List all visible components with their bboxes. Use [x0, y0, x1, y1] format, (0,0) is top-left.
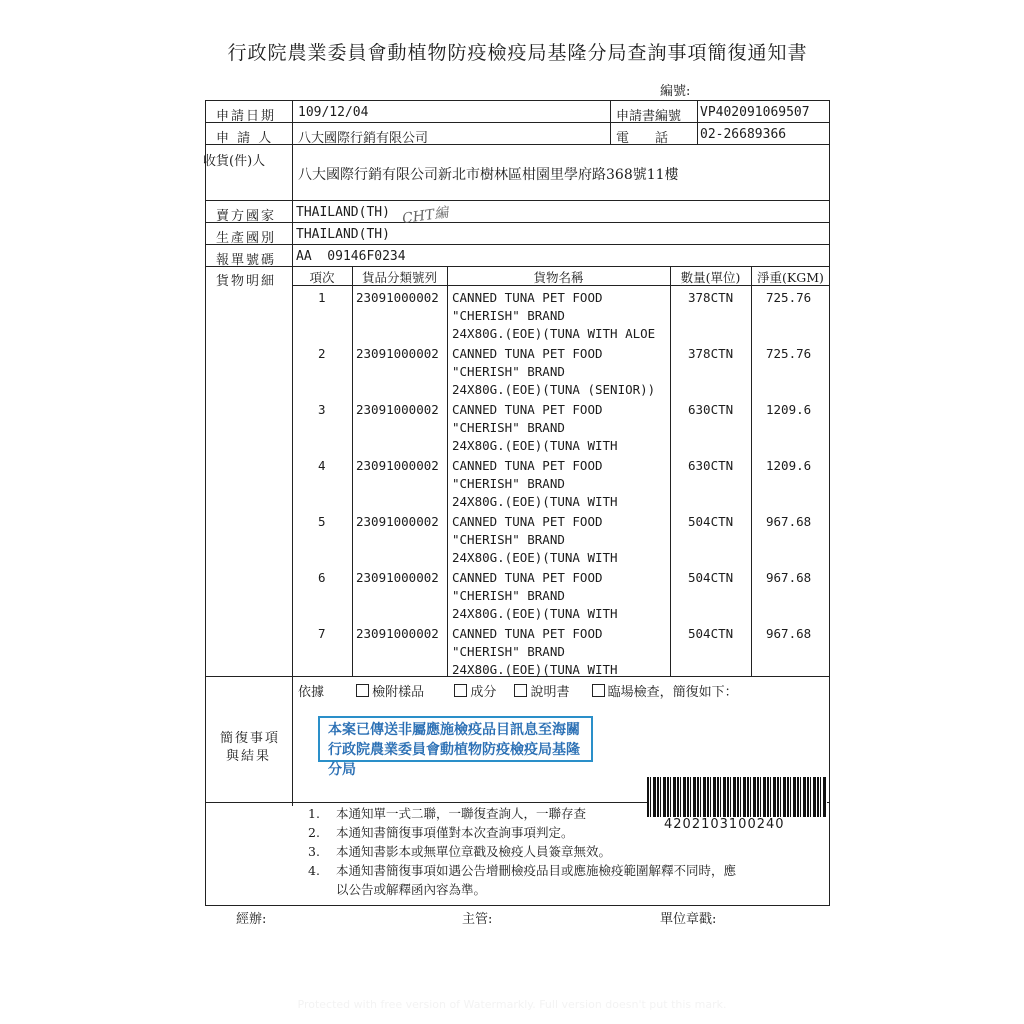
- document-title: 行政院農業委員會動植物防疫檢疫局基隆分局查詢事項簡復通知書: [227, 42, 808, 64]
- row-rule: [205, 244, 830, 245]
- row-name-line: CANNED TUNA PET FOOD: [452, 290, 603, 305]
- consignee-value: 八大國際行銷有限公司新北市樹林區柑園里學府路368號11樓: [298, 167, 679, 183]
- row-name-line: "CHERISH" BRAND: [452, 532, 565, 547]
- row-name-line: 24X80G.(EOE)(TUNA WITH: [452, 662, 618, 677]
- basis-line: [298, 681, 738, 700]
- row-qty: 504CTN: [688, 514, 734, 529]
- table-col-rule: [352, 266, 353, 676]
- row-no: 3: [318, 402, 326, 417]
- note-item: 3. 本通知書影本或無單位章戳及檢疫人員簽章無效。: [308, 844, 612, 859]
- watermark-text: Protected with free version of Watermarkly. Full version doesn't put this mark.: [297, 998, 727, 1011]
- row-weight: 725.76: [766, 346, 812, 361]
- col-header-code: 貨品分類號列: [361, 270, 437, 285]
- note-item: 4. 本通知書簡復事項如遇公告增刪檢疫品目或應施檢疫範圍解釋不同時，應: [308, 863, 737, 878]
- checkbox-icon: [514, 684, 527, 697]
- checkbox-icon: [592, 684, 605, 697]
- col-header-no: 項次: [309, 270, 335, 285]
- declaration-value: AA 09146F0234: [296, 249, 406, 264]
- app-no-label: 申請書編號: [616, 109, 682, 124]
- option-inspection[interactable]: 臨場檢查，簡復如下：: [592, 685, 738, 700]
- row-code: 23091000002: [356, 570, 439, 585]
- phone-value: 02-26689366: [700, 127, 787, 142]
- row-qty: 630CTN: [688, 402, 734, 417]
- row-name-line: 24X80G.(EOE)(TUNA WITH: [452, 550, 618, 565]
- row-no: 7: [318, 626, 326, 641]
- phone-label: 電 話: [616, 131, 669, 146]
- row-name-line: "CHERISH" BRAND: [452, 364, 565, 379]
- row-no: 4: [318, 458, 326, 473]
- seller-country-label: 賣方國家: [216, 209, 277, 224]
- reply-label-line2: 與結果: [226, 749, 272, 764]
- row-weight: 725.76: [766, 290, 812, 305]
- row-qty: 378CTN: [688, 290, 734, 305]
- note-item: 2. 本通知書簡復事項僅對本次查詢事項判定。: [308, 825, 574, 840]
- row-no: 6: [318, 570, 326, 585]
- row-name-line: 24X80G.(EOE)(TUNA WITH: [452, 438, 618, 453]
- consignee-label: 收貨(件)人: [203, 154, 266, 169]
- barcode-number: 4202103100240: [664, 817, 785, 832]
- table-col-rule: [670, 266, 671, 676]
- row-qty: 630CTN: [688, 458, 734, 473]
- row-name-line: "CHERISH" BRAND: [452, 588, 565, 603]
- row-qty: 504CTN: [688, 626, 734, 641]
- row-name-line: CANNED TUNA PET FOOD: [452, 626, 603, 641]
- checkbox-icon: [356, 684, 369, 697]
- handler-label: 經辦:: [236, 912, 267, 927]
- label-column-rule: [292, 100, 293, 200]
- col-header-weight: 淨重(KGM): [757, 270, 824, 285]
- stamp-line2: 行政院農業委員會動植物防疫檢疫局基隆分局: [328, 742, 580, 778]
- label-column-rule: [292, 200, 293, 806]
- app-no-value: VP402091069507: [700, 105, 810, 120]
- reply-label-line1: 簡復事項: [220, 731, 281, 746]
- row-rule: [205, 122, 830, 123]
- col-header-name: 貨物名稱: [533, 270, 584, 285]
- seller-country-value: THAILAND(TH): [296, 205, 390, 220]
- row-name-line: CANNED TUNA PET FOOD: [452, 514, 603, 529]
- applicant-label: 申 請 人: [216, 131, 274, 146]
- applicant-value: 八大國際行銷有限公司: [298, 131, 429, 146]
- field-divider: [697, 100, 698, 144]
- row-name-line: 24X80G.(EOE)(TUNA WITH ALOE: [452, 326, 656, 341]
- note-item: 1. 本通知單一式二聯，一聯復查詢人，一聯存查: [308, 806, 587, 821]
- basis-prefix: 依據: [298, 685, 325, 700]
- row-name-line: 24X80G.(EOE)(TUNA (SENIOR)): [452, 382, 656, 397]
- notes-list: [308, 804, 736, 899]
- apply-date-label: 申請日期: [216, 109, 277, 124]
- row-name-line: CANNED TUNA PET FOOD: [452, 570, 603, 585]
- row-name-line: 24X80G.(EOE)(TUNA WITH: [452, 606, 618, 621]
- option-manual[interactable]: 說明書: [514, 685, 569, 700]
- row-weight: 1209.6: [766, 402, 812, 417]
- row-code: 23091000002: [356, 346, 439, 361]
- row-weight: 1209.6: [766, 458, 812, 473]
- col-header-qty: 數量(單位): [680, 270, 741, 285]
- table-col-rule: [447, 266, 448, 676]
- row-rule: [205, 200, 830, 201]
- row-no: 1: [318, 290, 326, 305]
- row-name-line: "CHERISH" BRAND: [452, 476, 565, 491]
- checkbox-icon: [454, 684, 467, 697]
- row-weight: 967.68: [766, 570, 812, 585]
- official-stamp: [318, 716, 593, 778]
- row-no: 2: [318, 346, 326, 361]
- row-name-line: CANNED TUNA PET FOOD: [452, 346, 603, 361]
- row-name-line: CANNED TUNA PET FOOD: [452, 458, 603, 473]
- handwritten-note: CHT編: [401, 204, 450, 228]
- row-qty: 378CTN: [688, 346, 734, 361]
- option-sample[interactable]: 檢附樣品: [356, 685, 424, 700]
- unit-seal-label: 單位章戳:: [660, 912, 717, 927]
- row-rule: [205, 222, 830, 223]
- supervisor-label: 主管:: [462, 912, 493, 927]
- origin-value: THAILAND(TH): [296, 227, 390, 242]
- origin-label: 生產國別: [216, 231, 277, 246]
- declaration-label: 報單號碼: [216, 253, 277, 268]
- row-name-line: CANNED TUNA PET FOOD: [452, 402, 603, 417]
- row-code: 23091000002: [356, 290, 439, 305]
- row-weight: 967.68: [766, 514, 812, 529]
- stamp-line1: 本案已傳送非屬應施檢疫品目訊息至海關: [328, 722, 580, 738]
- row-qty: 504CTN: [688, 570, 734, 585]
- note-item: 以公告或解釋函內容為準。: [336, 882, 487, 897]
- row-code: 23091000002: [356, 402, 439, 417]
- option-ingredients[interactable]: 成分: [454, 685, 496, 700]
- goods-label: 貨物明細: [216, 274, 277, 289]
- row-name-line: "CHERISH" BRAND: [452, 420, 565, 435]
- row-rule: [205, 266, 830, 267]
- row-name-line: 24X80G.(EOE)(TUNA WITH: [452, 494, 618, 509]
- table-col-rule: [751, 266, 752, 676]
- row-no: 5: [318, 514, 326, 529]
- row-code: 23091000002: [356, 514, 439, 529]
- apply-date-value: 109/12/04: [298, 105, 369, 120]
- row-name-line: "CHERISH" BRAND: [452, 644, 565, 659]
- row-code: 23091000002: [356, 458, 439, 473]
- serial-label: 編號:: [660, 84, 691, 99]
- row-code: 23091000002: [356, 626, 439, 641]
- row-name-line: "CHERISH" BRAND: [452, 308, 565, 323]
- field-divider: [610, 100, 611, 144]
- row-weight: 967.68: [766, 626, 812, 641]
